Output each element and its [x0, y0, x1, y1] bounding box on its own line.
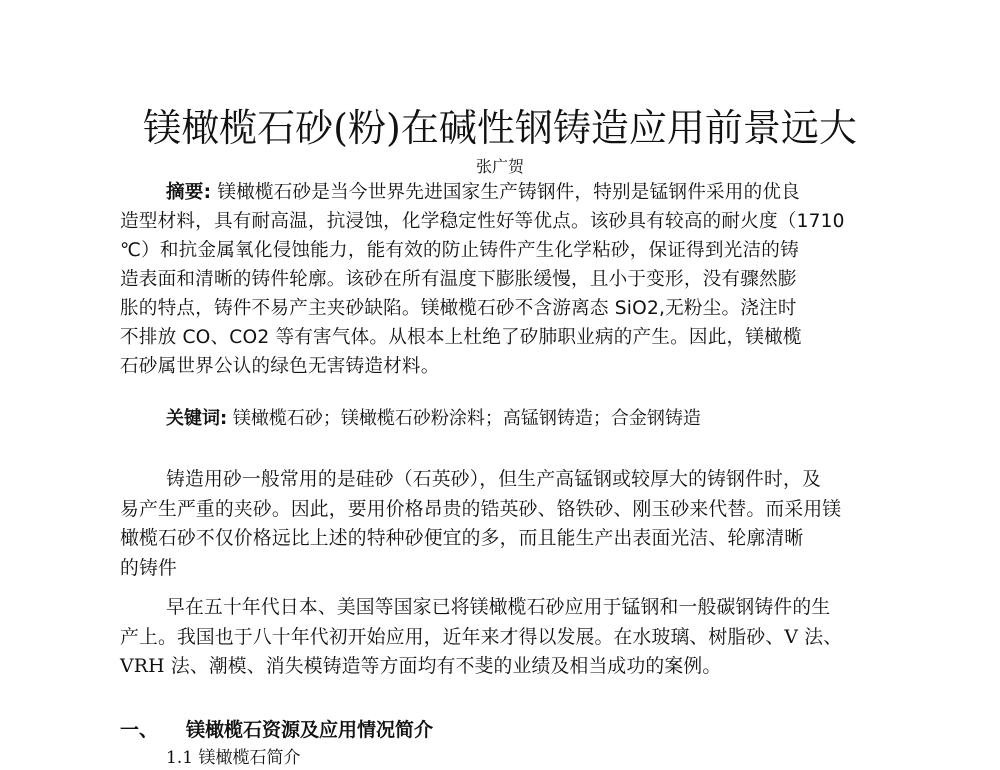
- paragraph-line: 易产生严重的夹砂。因此，要用价格昂贵的锆英砂、铬铁砂、刚玉砂来代替。而采用镁: [120, 498, 842, 520]
- abstract-label: 摘要:: [166, 182, 212, 203]
- abstract-line: ℃）和抗金属氧化侵蚀能力，能有效的防止铸件产生化学粘砂，保证得到光洁的铸: [120, 240, 799, 261]
- document-title: 镁橄榄石砂(粉)在碱性钢铸造应用前景远大: [143, 106, 857, 150]
- abstract-line: 胀的特点，铸件不易产主夹砂缺陷。镁橄榄石砂不含游离态 SiO2,无粉尘。浇注时: [120, 298, 797, 319]
- abstract-line: 造型材料，具有耐高温，抗浸蚀，化学稳定性好等优点。该砂具有较高的耐火度（1710: [120, 211, 845, 232]
- paragraph: [120, 593, 882, 682]
- abstract-line: 石砂属世界公认的绿色无害铸造材料。: [120, 356, 440, 377]
- paragraph-line: 橄榄石砂不仅价格远比上述的特种砂便宜的多，而且能生产出表面光洁、轮廓清晰: [120, 528, 804, 549]
- author-name: 张广贺: [475, 157, 524, 176]
- paragraph-line: VRH 法、潮模、消失模铸造等方面均有不斐的业绩及相当成功的案例。: [120, 656, 722, 677]
- keywords: [166, 404, 701, 433]
- abstract-line: 摘要: 镁橄榄石砂是当今世界先进国家生产铸钢件，特别是锰钢件采用的优良: [166, 182, 800, 203]
- section-heading: [120, 716, 433, 744]
- section-title: 镁橄榄石资源及应用情况简介: [186, 719, 434, 741]
- paragraph-line: 的铸件: [120, 557, 177, 579]
- paragraph-line: 产上。我国也于八十年代初开始应用，近年来才得以发展。在水玻璃、树脂砂、V 法、: [120, 626, 843, 648]
- abstract-line: 不排放 CO、CO2 等有害气体。从根本上杜绝了矽肺职业病的产生。因此，镁橄榄: [120, 327, 802, 348]
- paragraph: [120, 465, 882, 583]
- subsection-heading: 1.1 镁橄榄石简介: [166, 748, 301, 768]
- abstract-line: 造表面和清晰的铸件轮廓。该砂在所有温度下膨胀缓慢，且小于变形，没有骤然膨: [120, 269, 797, 290]
- paragraph-line: 早在五十年代日本、美国等国家已将镁橄榄石砂应用于锰钢和一般碳钢铸件的生: [166, 597, 831, 618]
- abstract: [120, 178, 882, 381]
- keywords-label: 关键词:: [166, 408, 228, 429]
- paragraph-line: 铸造用砂一般常用的是硅砂（石英砂），但生产高锰钢或较厚大的铸钢件时，及: [166, 469, 821, 490]
- section-number: 一、: [120, 719, 159, 741]
- keywords-text: 镁橄榄石砂；镁橄榄石砂粉涂料；高锰钢铸造；合金钢铸造: [227, 408, 701, 429]
